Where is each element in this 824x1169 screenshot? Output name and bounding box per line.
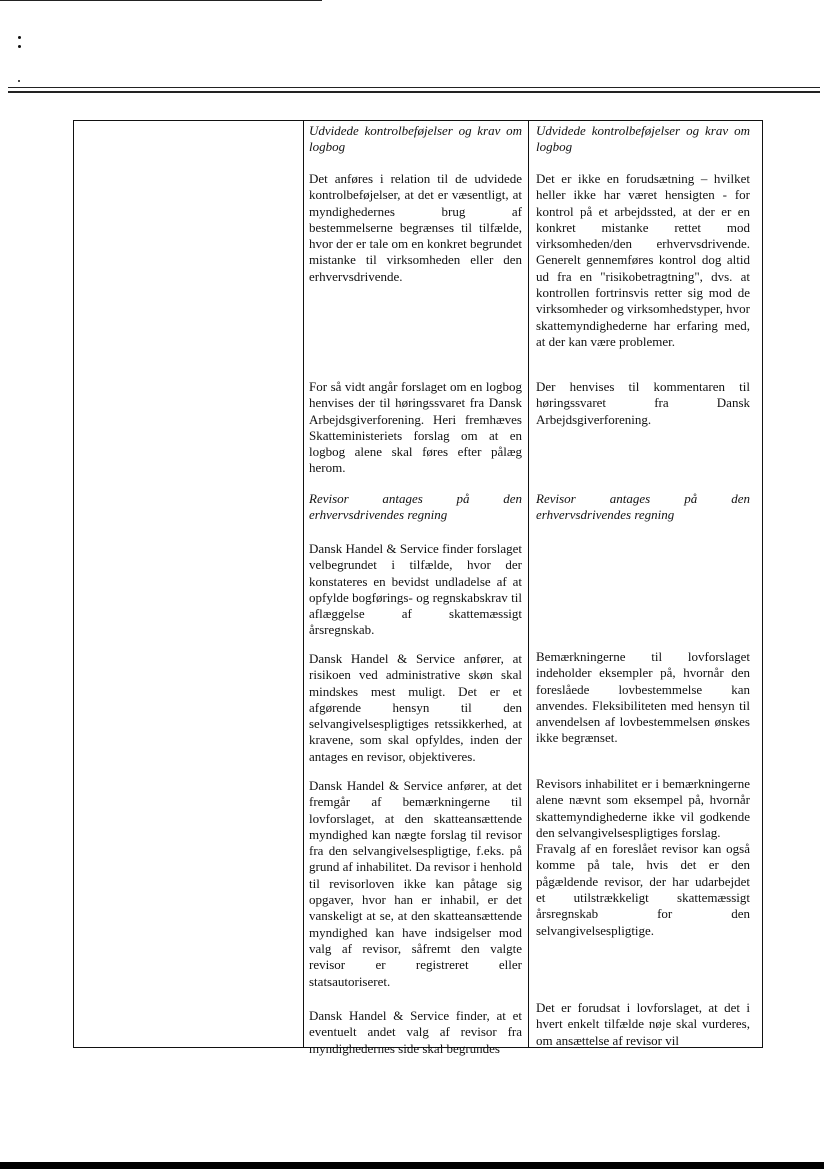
- table-cell: [536, 1000, 750, 1047]
- scan-edge-line: [0, 0, 322, 1]
- paragraph: Bemærkningerne til lovforslaget indeholder eksempler på, hvornår den foreslåede lovbestemmelse kan anvendes. Fleksibiliteten med hensyn til anvendelsen af lovbestemmelsen ønskes ikke begrænset.: [536, 649, 750, 746]
- paragraph: For så vidt angår forslaget om en logbog henvises der til høringssvaret fra Dansk Arbejdsgiverforening. Heri fremhæves Skatteministeriets forslag om at en logbog alene skal føres efter pålæg herom.: [309, 379, 522, 476]
- table-cell: [309, 651, 522, 765]
- table-cell: [536, 649, 750, 747]
- section-heading: Udvidede kontrolbeføjelser og krav om logbog: [309, 123, 522, 155]
- table-cell: [309, 541, 522, 639]
- paragraph: Dansk Handel & Service finder, at et eventuelt andet valg af revisor fra myndighedernes side skal begrundes: [309, 1008, 522, 1056]
- paragraph: Det er ikke en forudsætning – hvilket heller ikke har været hensigten - for kontrol på et arbejdssted, at der er en konkret mistanke rettet mod virksomheden/den erhvervsdrivende. Generelt gennemføres kontrol dog altid ud fra en "risikobetragtning", dvs. at kontrollen fortrinsvis retter sig mod de virksomheder og virksomhedstyper, hvor skattemyndighederne har erfaring med, at der kan være problemer.: [536, 171, 750, 349]
- table-cell: [536, 123, 750, 156]
- table-cell: [309, 778, 522, 990]
- table-divider-2: [528, 120, 529, 1048]
- table-border-right: [762, 120, 763, 1048]
- table-cell: [309, 1008, 522, 1056]
- paragraph: Dansk Handel & Service anfører, at det fremgår af bemærkningerne til lovforslaget, at den skatteansættende myndighed kan nægte forslag til revisor fra den selvangivelsespligtige, f.eks. på grund af inhabilitet. Da revisor i henhold til revisorloven ikke kan påtage sig opgaver, hvor han er inhabil, er det vanskeligt at se, at den skatteansættende myndighed kan have indsigelser mod valg af revisor, såfremt den valgte revisor er registreret eller statsautoriseret.: [309, 778, 522, 989]
- scan-bottom-band: [0, 1162, 824, 1169]
- section-heading: Udvidede kontrolbeføjelser og krav om logbog: [536, 123, 750, 155]
- paragraph: Det anføres i relation til de udvidede kontrolbeføjelser, at det er væsentligt, at myndighedernes brug af bestemmelserne begrænses til tilfælde, hvor der er tale om en konkret begrundet mistanke til virksomheden eller den erhvervsdrivende.: [309, 171, 522, 284]
- scan-speck: [18, 36, 21, 39]
- table-cell: [536, 379, 750, 428]
- table-border-left: [73, 120, 74, 1048]
- section-heading: Revisor antages på den erhvervsdrivendes regning: [536, 491, 750, 523]
- header-rule: [8, 87, 820, 88]
- header-rule-thick: [8, 91, 820, 93]
- paragraph: Dansk Handel & Service anfører, at risikoen ved administrative skøn skal mindskes mest muligt. Det er et afgørende hensyn til den selvangivelsespligtiges retssikkerhed, at kravene, som skal opfyldes, inden der antages en revisor, objektiveres.: [309, 651, 522, 764]
- table-cell: [309, 171, 522, 285]
- scan-speck: [18, 45, 21, 48]
- scan-speck: [18, 80, 20, 82]
- paragraph: Der henvises til kommentaren til høringssvaret fra Dansk Arbejdsgiverforening.: [536, 379, 750, 427]
- section-heading: Revisor antages på den erhvervsdrivendes regning: [309, 491, 522, 523]
- paragraph: Dansk Handel & Service finder forslaget velbegrundet i tilfælde, hvor der konstateres en bevidst undladelse af at opfylde bogførings- og regnskabskrav til aflæggelse af skattemæssigt årsregnskab.: [309, 541, 522, 638]
- table-cell: [536, 171, 750, 350]
- table-divider-1: [303, 120, 304, 1048]
- paragraph: Fravalg af en foreslået revisor kan også komme på tale, hvis det er den pågældende revisor, der har udarbejdet et utilstrækkeligt skattemæssigt årsregnskab for den selvangivelsespligtige.: [536, 841, 750, 938]
- paragraph: Revisors inhabilitet er i bemærkningerne alene nævnt som eksempel på, hvornår skattemyndighederne ikke vil godkende den selvangivelsespligtiges forslag.: [536, 776, 750, 840]
- table-cell: [309, 379, 522, 477]
- table-cell: [536, 776, 750, 939]
- table-cell: [309, 491, 522, 524]
- table-cell: [309, 123, 522, 156]
- table-cell: [536, 491, 750, 524]
- table-border-top: [73, 120, 763, 121]
- paragraph: Det er forudsat i lovforslaget, at det i hvert enkelt tilfælde nøje skal vurderes, om ansættelse af revisor vil: [536, 1000, 750, 1048]
